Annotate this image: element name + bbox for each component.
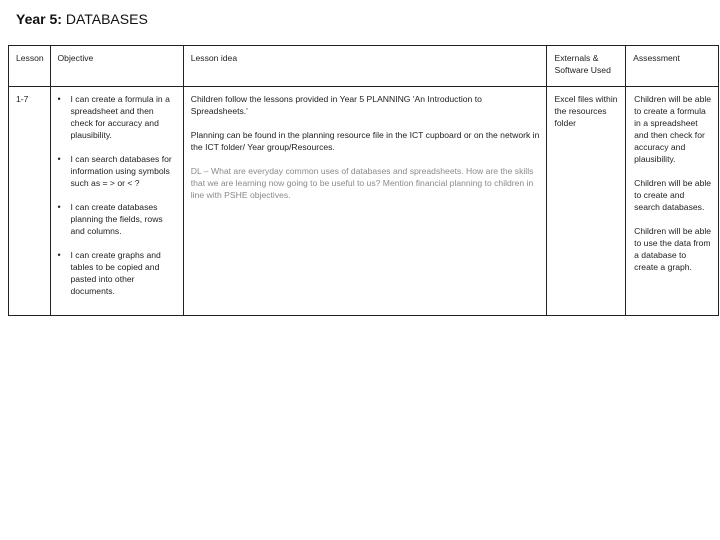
objectives-cell (50, 87, 183, 316)
lesson-idea-paragraph: Planning can be found in the planning resource file in the ICT cupboard or on the network in the ICT folder/ Year group/Resources. (190, 130, 540, 152)
objectives-list (58, 93, 177, 297)
lesson-idea-paragraph: Children follow the lessons provided in Year 5 PLANNING 'An Introduction to Spreadsheets.' (190, 94, 482, 116)
objective-text: I can create a formula in a spreadsheet and then check for accuracy and plausibility. (70, 94, 170, 140)
objective-text: I can search databases for information using symbols such as = > or < ? (70, 154, 172, 188)
assessment-item: Children will be able to use the data from a database to create a graph. (634, 226, 712, 272)
lesson-idea-discussion: DL – What are everyday common uses of databases and spreadsheets. How are the skills that we are learning now going to be useful to us? Mention financial planning to children in line with PSHE objectives. (190, 166, 534, 200)
objective-text: I can create databases planning the fields, rows and columns. (70, 202, 163, 236)
header-lesson: Lesson (9, 46, 51, 87)
objective-item (58, 201, 177, 237)
header-externals: Externals & Software Used (547, 46, 626, 87)
bullet-icon: • (57, 154, 61, 164)
bullet-icon: • (57, 94, 61, 104)
objective-text: I can create graphs and tables to be copied and pasted into other documents. (70, 250, 161, 296)
page-title (16, 11, 148, 27)
page-title-year: Year 5: (16, 11, 62, 27)
objective-item (58, 153, 177, 189)
assessment-cell (626, 87, 719, 316)
page-title-topic: DATABASES (61, 11, 148, 27)
bullet-icon: • (57, 202, 61, 212)
externals-cell: Excel files within the resources folder (547, 87, 626, 316)
objective-item (58, 93, 177, 141)
objective-item (58, 249, 177, 297)
header-objective: Objective (50, 46, 183, 87)
bullet-icon: • (57, 250, 61, 260)
header-lesson-idea: Lesson idea (183, 46, 547, 87)
lesson-idea-cell (183, 87, 547, 316)
header-assessment: Assessment (626, 46, 719, 87)
table-row (9, 87, 719, 316)
table-header-row (9, 46, 719, 87)
assessment-item: Children will be able to create a formula in a spreadsheet and then check for accuracy and plausibility. (634, 94, 712, 164)
assessment-item: Children will be able to create and search databases. (634, 178, 712, 212)
lesson-number: 1-7 (9, 87, 51, 316)
lesson-plan-table (8, 45, 719, 316)
